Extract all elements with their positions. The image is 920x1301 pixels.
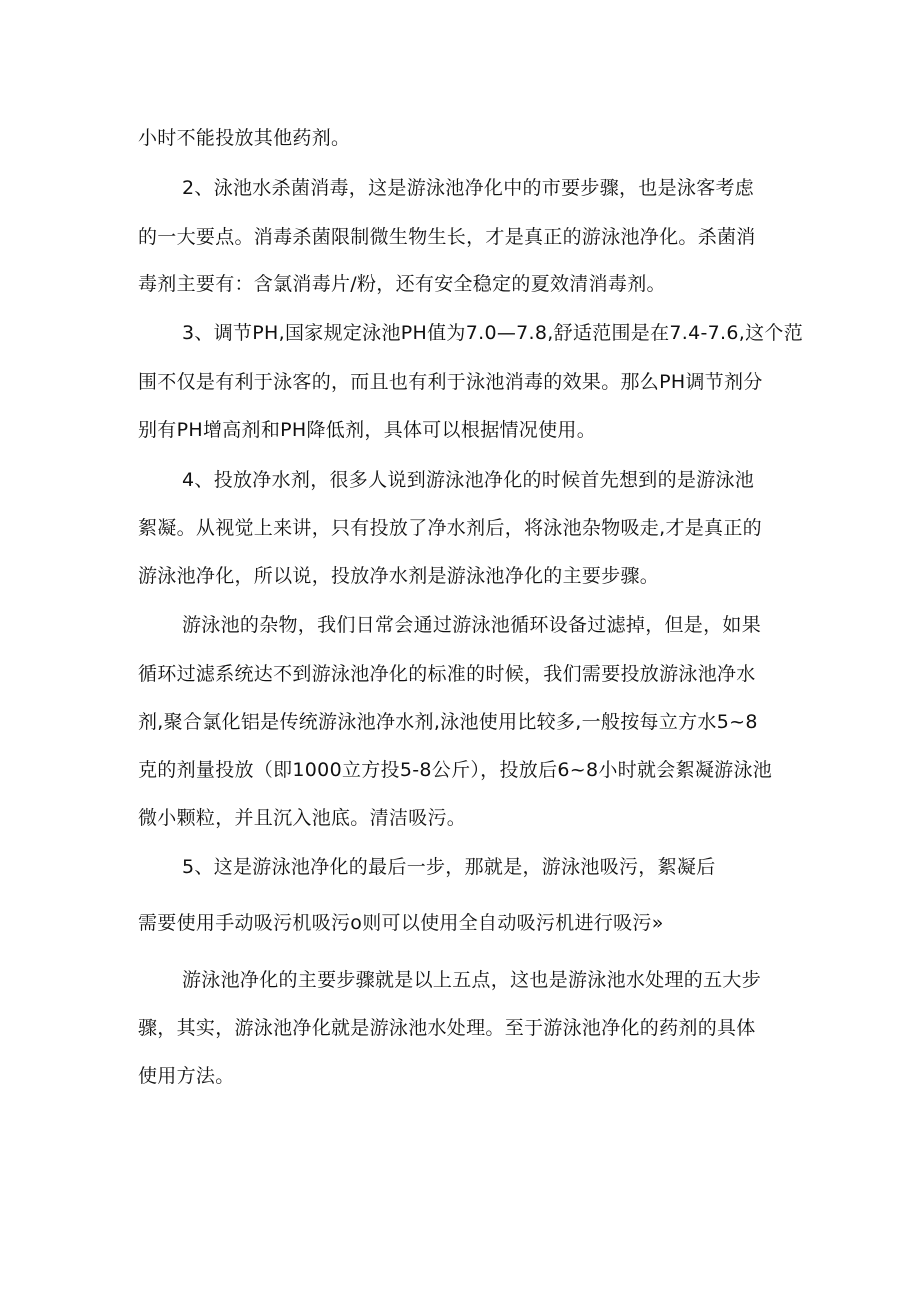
paragraph-4-line: 4、投放净水剂，很多人说到游泳池净化的时候首先想到的是游泳池 (182, 469, 755, 491)
paragraph-2-line: 2、泳池水杀菌消毒，这是游泳池净化中的市要步骤，也是泳客考虑 (182, 177, 755, 199)
paragraph-impurities-line: 循环过滤系统达不到游泳池净化的标准的时候，我们需要投放游泳池净水 (138, 663, 756, 685)
paragraph-summary-line: 骤，其实，游泳池净化就是游泳池水处理。至于游泳池净化的药剂的具体 (138, 1017, 756, 1039)
paragraph-3-line: 3、调节PH,国家规定泳池PH值为7.0—7.8,舒适范围是在7.4-7.6,这个范 (182, 322, 804, 344)
paragraph-impurities-line: 微小颗粒，并且沉入池底。清洁吸污。 (138, 807, 467, 829)
paragraph-4-line: 游泳池净化，所以说，投放净水剂是游泳池净化的主要步骤。 (138, 565, 660, 587)
paragraph-3-line: 围不仅是有利于泳客的，而且也有利于泳池消毒的效果。那么PH调节剂分 (138, 371, 763, 393)
paragraph-impurities-line: 游泳池的杂物，我们日常会通过游泳池循环设备过滤掉，但是，如果 (182, 614, 762, 636)
paragraph-impurities-line: 克的剂量投放（即1000立方投5-8公斤），投放后6~8小时就会絮凝游泳池 (138, 759, 773, 781)
paragraph-2-line: 的一大要点。消毒杀菌限制微生物生长，才是真正的游泳池净化。杀菌消 (138, 226, 756, 248)
text-line: 小时不能投放其他药剂。 (138, 127, 351, 149)
paragraph-3-line: 别有PH增高剂和PH降低剂，具体可以根据情况使用。 (138, 419, 596, 441)
paragraph-impurities-line: 剂,聚合氯化铝是传统游泳池净水剂,泳池使用比较多,一般按每立方水5~8 (138, 711, 758, 733)
paragraph-4-line: 絮凝。从视觉上来讲，只有投放了净水剂后，将泳池杂物吸走,才是真正的 (138, 517, 762, 539)
paragraph-summary-line: 游泳池净化的主要步骤就是以上五点，这也是游泳池水处理的五大步 (182, 969, 762, 991)
paragraph-2-line: 毒剂主要有：含氯消毒片/粉，还有安全稳定的夏效清消毒剂。 (138, 273, 666, 295)
paragraph-summary-line: 使用方法。 (138, 1065, 235, 1087)
paragraph-5-line: 需要使用手动吸污机吸污o则可以使用全自动吸污机进行吸污» (138, 912, 664, 934)
paragraph-5-line: 5、这是游泳池净化的最后一步，那就是，游泳池吸污，絮凝后 (182, 856, 716, 878)
